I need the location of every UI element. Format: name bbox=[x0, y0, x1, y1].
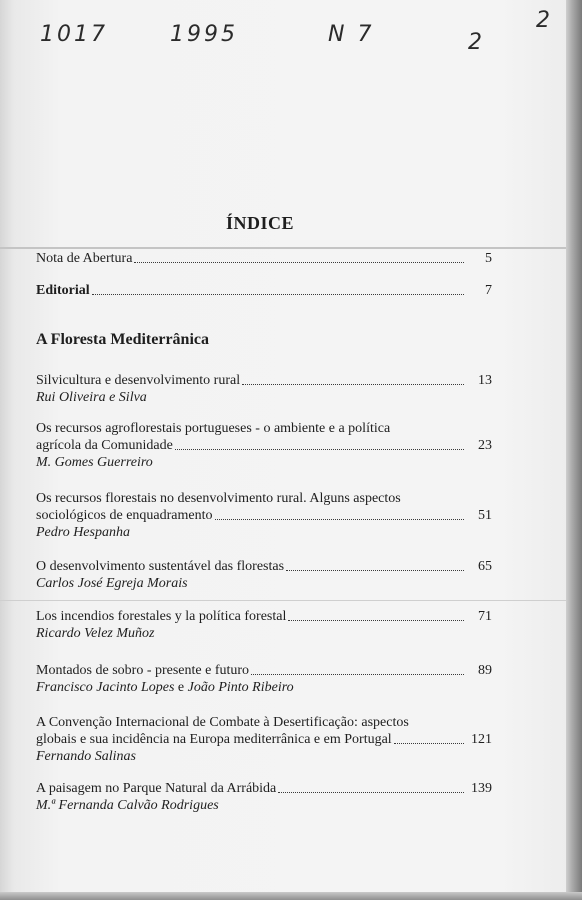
toc-entry-title: Editorial bbox=[36, 283, 90, 298]
toc-entry bbox=[36, 490, 492, 541]
toc-entry-title: Montados de sobro - presente e futuro bbox=[36, 663, 250, 678]
page-fold-shadow bbox=[0, 247, 566, 249]
toc-entry-title: sociológicos de enquadramento bbox=[36, 508, 213, 523]
toc-entry bbox=[36, 372, 492, 406]
toc-entry-title: A paisagem no Parque Natural da Arrábida bbox=[36, 781, 277, 796]
handwritten-number: 1017 bbox=[40, 22, 108, 47]
page-title: ÍNDICE bbox=[225, 213, 294, 233]
handwritten-issue: N 7 bbox=[328, 22, 375, 47]
toc-entry-title-line: Os recursos agroflorestais portugueses - o ambiente e a política bbox=[36, 421, 391, 436]
toc-entry-author: Fernando Salinas bbox=[36, 749, 136, 764]
section-title: A Floresta Mediterrânica bbox=[36, 331, 209, 348]
handwritten-year: 1995 bbox=[170, 22, 238, 47]
author-name: Francisco Jacinto Lopes bbox=[36, 680, 175, 695]
page-number: 65 bbox=[478, 559, 492, 574]
page-number: 89 bbox=[478, 663, 492, 678]
dot-leader bbox=[288, 620, 464, 621]
dot-leader bbox=[92, 294, 464, 295]
dot-leader bbox=[175, 449, 464, 450]
toc-entry-title: globais e sua incidência na Europa mediterrânica e em Portugal bbox=[36, 732, 392, 747]
dot-leader bbox=[134, 262, 464, 263]
author-conjunction: e bbox=[177, 680, 185, 695]
toc-entry-author: M.ª Fernanda Calvão Rodrigues bbox=[36, 798, 219, 813]
page-number: 5 bbox=[485, 251, 492, 266]
page-number: 23 bbox=[478, 438, 492, 453]
toc-entry bbox=[36, 780, 492, 814]
page-edge-right bbox=[566, 0, 582, 900]
toc-entry-title: agrícola da Comunidade bbox=[36, 438, 173, 453]
toc-entry bbox=[36, 558, 492, 592]
toc-entry-title: Nota de Abertura bbox=[36, 251, 133, 266]
toc-entry-author bbox=[36, 679, 492, 696]
page-edge-bottom bbox=[0, 892, 582, 900]
handwritten-mark: 2 bbox=[468, 30, 485, 55]
toc-entry bbox=[36, 714, 492, 765]
dot-leader bbox=[215, 519, 464, 520]
page-number: 71 bbox=[478, 609, 492, 624]
toc-entry bbox=[36, 608, 492, 642]
page-number: 13 bbox=[478, 373, 492, 388]
dot-leader bbox=[394, 743, 464, 744]
page-number: 51 bbox=[478, 508, 492, 523]
page-number: 7 bbox=[485, 283, 492, 298]
toc-entry-front bbox=[36, 250, 492, 267]
dot-leader bbox=[242, 384, 464, 385]
toc-entry-author: Ricardo Velez Muñoz bbox=[36, 626, 155, 641]
toc-entry-author: Rui Oliveira e Silva bbox=[36, 390, 147, 405]
toc-entry bbox=[36, 420, 492, 471]
handwritten-mark-corner: 2 bbox=[536, 8, 553, 33]
toc-entry-title: Silvicultura e desenvolvimento rural bbox=[36, 373, 241, 388]
page-fold-shadow bbox=[0, 600, 566, 601]
toc-entry-title: O desenvolvimento sustentável das florestas bbox=[36, 559, 285, 574]
toc-entry-title: Los incendios forestales y la política forestal bbox=[36, 609, 287, 624]
toc-entry-title-line: A Convenção Internacional de Combate à Desertificação: aspectos bbox=[36, 715, 409, 730]
toc-entry-author: Carlos José Egreja Morais bbox=[36, 576, 188, 591]
dot-leader bbox=[286, 570, 464, 571]
toc-entry-front bbox=[36, 282, 492, 299]
toc-entry-title-line: Os recursos florestais no desenvolvimento rural. Alguns aspectos bbox=[36, 491, 401, 506]
page-number: 121 bbox=[471, 732, 492, 747]
toc-entry-author: M. Gomes Guerreiro bbox=[36, 455, 153, 470]
author-name: João Pinto Ribeiro bbox=[187, 680, 294, 695]
toc-entry bbox=[36, 662, 492, 696]
page-number: 139 bbox=[471, 781, 492, 796]
dot-leader bbox=[278, 792, 464, 793]
toc-entry-author: Pedro Hespanha bbox=[36, 525, 130, 540]
dot-leader bbox=[251, 674, 464, 675]
